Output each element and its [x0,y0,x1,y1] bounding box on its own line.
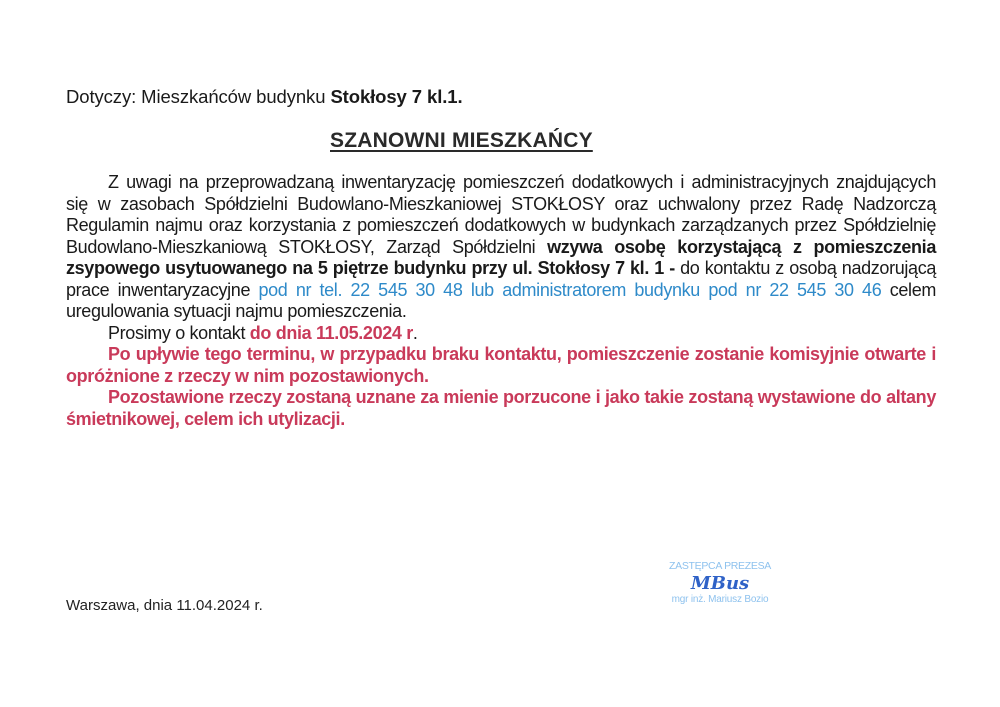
handwritten-signature: MBus [690,573,750,594]
paragraph-disposal: Pozostawione rzeczy zostaną uznane za mienie porzucone i jako takie zostaną wystawione do altany śmietnikowej, celem ich utylizacji. [66,387,936,429]
stamp-title: ZASTĘPCA PREZESA [669,560,771,572]
paragraph-deadline [66,323,936,345]
notice-contact: do kontaktu z osobą nadzorującą prace inwentaryzacyjne [66,258,936,300]
letter-body [66,172,936,430]
stamp-name: mgr inż. Mariusz Bozio [671,594,769,605]
notice-purpose: celem uregulowania sytuacji najmu pomieszczenia. [66,279,937,321]
paragraph-consequence: Po upływie tego terminu, w przypadku braku kontaktu, pomieszczenie zostanie komisyjnie otwarte i opróżnione z rzeczy w nim pozostawionych. [66,344,936,386]
paragraph-notice [66,172,936,323]
subject-prefix: Dotyczy: Mieszkańców budynku [66,86,331,107]
subject-address: Stokłosy 7 kl.1. [330,86,463,107]
place-date: Warszawa, dnia 11.04.2024 r. [66,597,263,614]
deadline-date: do dnia 11.05.2024 r [249,322,413,343]
notice-summons: wzywa osobę korzystającą z pomieszczenia zsypowego usytuowanego na 5 piętrze budynku przy ul. Stokłosy 7 kl. 1 - [66,236,936,278]
signature-stamp [640,560,800,605]
subject-line [66,86,463,108]
deadline-end: . [412,322,418,343]
notice-intro: Z uwagi na przeprowadzaną inwentaryzację pomieszczeń dodatkowych i administracyjnych znajdujących się w zasobach Spółdzielni Budowlano-Mieszkaniowej STOKŁOSY oraz uchwalony przez Radę Nadzorczą Regulamin najmu oraz korzystania z pomieszczeń dodatkowych w budynkach zarządzanych przez Spółdzielnię Budowlano-Mieszkaniową STOKŁOSY, Zarząd Spółdzielni [66,172,936,257]
phone-numbers: pod nr tel. 22 545 30 48 lub administratorem budynku pod nr 22 545 30 46 [258,279,882,300]
deadline-intro: Prosimy o kontakt [108,322,250,343]
letter-heading: SZANOWNI MIESZKAŃCY [330,129,593,152]
